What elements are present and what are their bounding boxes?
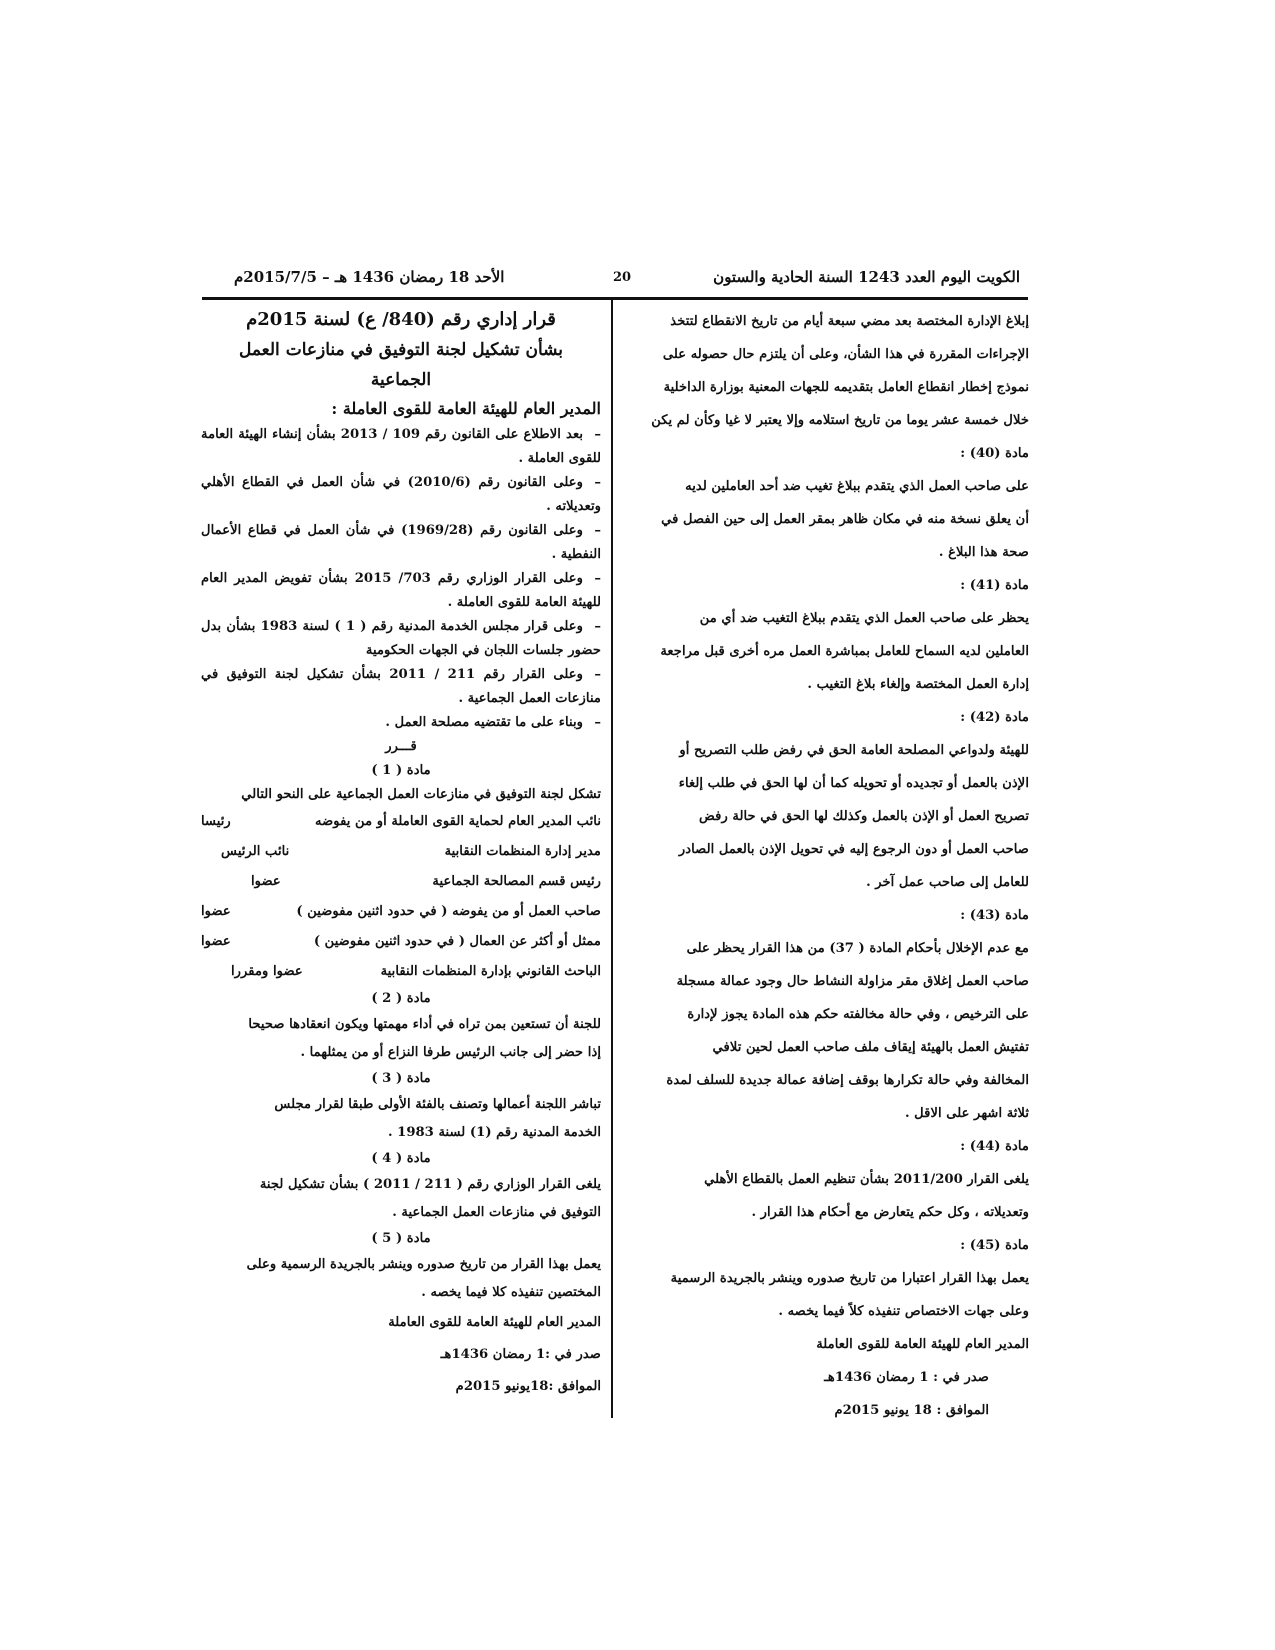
text-line: المختصين تنفيذه كلا فيما يخصه . [421,1285,601,1300]
article-4-heading: مادة ( 4 ) [371,1151,431,1166]
continued-article-text [625,305,1029,437]
article-3-heading: مادة ( 3 ) [371,1071,431,1086]
text-line: يعمل بهذا القرار اعتبارا من تاريخ صدوره وينشر بالجريدة الرسمية [670,1271,1029,1286]
article-40-heading: مادة (40) : [960,446,1029,461]
article-45-heading: مادة (45) : [960,1238,1029,1253]
article-43-heading: مادة (43) : [960,908,1029,923]
page-header [228,268,1028,294]
text-line: إذا حضر إلى جانب الرئيس طرفا النزاع أو من يمثلهما . [300,1045,601,1060]
member-row: نائب المدير العام لحماية القوى العاملة أو من يفوضه رئيسا [201,814,601,829]
text-line: للجنة أن تستعين بمن تراه في أداء مهمتها ويكون انعقادها صحيحا [248,1017,601,1032]
text-line: التوفيق في منازعات العمل الجماعية . [392,1205,601,1220]
issue-date-gregorian: الموافق :18يونيو 2015م [455,1379,601,1394]
text-line: على صاحب العمل الذي يتقدم ببلاغ تغيب ضد أحد العاملين لديه [685,479,1029,494]
issue-date-gregorian: الموافق : 18 يونيو 2015م [834,1403,989,1418]
article-1-heading: مادة ( 1 ) [371,763,431,778]
text-line: الإجراءات المقررة في هذا الشأن، وعلى أن يلتزم حال حصوله على [662,347,1029,362]
preamble-item: –وعلى القانون رقم (1969/28) في شأن العمل في قطاع الأعمال النفطية . [201,523,601,562]
decided-heading: قـــرر [385,739,417,754]
preamble-item: –وعلى قرار مجلس الخدمة المدنية رقم ( 1 ) لسنة 1983 بشأن بدل حضور جلسات اللجان في الجهات الحكومية [201,619,601,658]
text-line: صاحب العمل إغلاق مقر مزاولة النشاط حال وجود عمالة مسجلة [676,974,1029,989]
issue-date: الأحد 18 رمضان 1436 هـ – 2015/7/5م [234,268,505,286]
header-rule [202,297,1028,300]
text-line: يحظر على صاحب العمل الذي يتقدم ببلاغ التغيب ضد أي من [699,611,1029,626]
article-5-heading: مادة ( 5 ) [371,1231,431,1246]
text-line: وتعديلاته ، وكل حكم يتعارض مع أحكام هذا القرار . [751,1205,1029,1220]
decision-title: قرار إداري رقم (840/ ع) لسنة 2015م [246,309,556,330]
text-line: إبلاغ الإدارة المختصة بعد مضي سبعة أيام من تاريخ الانقطاع لتتخذ [670,314,1029,329]
member-row: صاحب العمل أو من يفوضه ( في حدود اثنين مفوضين ) عضوا [201,904,601,919]
preamble-list [201,423,601,735]
signatory-title: المدير العام للهيئة العامة للقوى العاملة [816,1337,1029,1352]
article-2-heading: مادة ( 2 ) [371,991,431,1006]
text-line: للهيئة ولدواعي المصلحة العامة الحق في رفض طلب التصريح أو [679,743,1029,758]
text-line: تصريح العمل أو الإذن بالعمل وكذلك لها الحق في حالة رفض [699,809,1029,824]
preamble-item: –وعلى القرار الوزاري رقم 703/ 2015 بشأن تفويض المدير العام للهيئة العامة للقوى العاملة . [201,571,601,610]
issue-date-hijri: صدر في : 1 رمضان 1436هـ [824,1370,989,1385]
text-line: أن يعلق نسخة منه في مكان ظاهر بمقر العمل إلى حين الفصل في [661,512,1029,527]
preamble-item: –وعلى القرار رقم 211 / 2011 بشأن تشكيل لجنة التوفيق في منازعات العمل الجماعية . [201,667,602,706]
article-42-heading: مادة (42) : [960,710,1029,725]
text-line: تفتيش العمل بالهيئة إيقاف ملف صاحب العمل لحين تلافي [712,1040,1029,1055]
right-column [625,305,1029,1427]
member-row: مدير إدارة المنظمات النقابية نائب الرئيس [221,844,601,859]
text-line: للعامل إلى صاحب عمل آخر . [866,875,1029,890]
text-line: صحة هذا البلاغ . [938,545,1029,560]
page-number: 20 [613,270,632,285]
text-line: خلال خمسة عشر يوما من تاريخ استلامه وإلا يعتبر لا غيا وكأن لم يكن [651,413,1029,428]
article-44-heading: مادة (44) : [960,1139,1029,1154]
text-line: يعمل بهذا القرار من تاريخ صدوره وينشر بالجريدة الرسمية وعلى [246,1257,601,1272]
committee-members [201,807,601,987]
article-1-text: تشكل لجنة التوفيق في منازعات العمل الجماعية على النحو التالي [241,787,601,802]
decision-subject-cont: الجماعية [370,370,432,390]
text-line: تباشر اللجنة أعمالها وتصنف بالفئة الأولى طبقا لقرار مجلس [274,1097,601,1112]
member-row: الباحث القانوني بإدارة المنظمات النقابية عضوا ومقررا [231,964,601,979]
gazette-issue-info: الكويت اليوم العدد 1243 السنة الحادية والستون [713,268,1020,286]
member-row: ممثل أو أكثر عن العمال ( في حدود اثنين مفوضين ) عضوا [201,934,601,949]
text-line: يلغى القرار الوزاري رقم ( 211 / 2011 ) بشأن تشكيل لجنة [259,1177,601,1192]
text-line: نموذج إخطار انقطاع العامل بتقديمه للجهات المعنية بوزارة الداخلية [663,380,1029,395]
text-line: ثلاثة اشهر على الاقل . [904,1106,1029,1121]
text-line: الإذن بالعمل أو تجديده أو تحويله كما أن لها الحق في طلب إلغاء [678,776,1029,791]
article-41-heading: مادة (41) : [960,578,1029,593]
issuing-authority: المدير العام للهيئة العامة للقوى العاملة : [331,399,601,418]
text-line: مع عدم الإخلال بأحكام المادة ( 37) من هذا القرار يحظر على [686,941,1029,956]
text-line: إدارة العمل المختصة وإلغاء بلاغ التغيب . [807,677,1029,692]
preamble-item: –وبناء على ما تقتضيه مصلحة العمل . [385,715,601,730]
text-line: صاحب العمل أو دون الرجوع إليه في تحويل الإذن بالعمل الصادر [678,842,1029,857]
text-line: الخدمة المدنية رقم (1) لسنة 1983 . [387,1125,601,1140]
left-column [201,305,601,1403]
member-row: رئيس قسم المصالحة الجماعية عضوا [251,874,601,889]
preamble-item: –وعلى القانون رقم (2010/6) في شأن العمل في القطاع الأهلي وتعديلاته . [201,475,601,514]
signatory-title: المدير العام للهيئة العامة للقوى العاملة [388,1315,601,1330]
text-line: وعلى جهات الاختصاص تنفيذه كلاً فيما يخصه . [778,1304,1029,1319]
text-line: على الترخيص ، وفي حالة مخالفته حكم هذه المادة يجوز لإدارة [687,1007,1029,1022]
column-divider [611,300,613,1418]
text-line: العاملين لديه السماح للعامل بمباشرة العمل مره أخرى قبل مراجعة [660,644,1029,659]
preamble-item: –بعد الاطلاع على القانون رقم 109 / 2013 بشأن إنشاء الهيئة العامة للقوى العاملة . [201,427,602,466]
decision-subject: بشأن تشكيل لجنة التوفيق في منازعات العمل [238,340,564,360]
text-line: المخالفة وفي حالة تكرارها بوقف إضافة عمالة جديدة للسلف لمدة [666,1073,1029,1088]
text-line: يلغى القرار 2011/200 بشأن تنظيم العمل بالقطاع الأهلي [704,1172,1029,1187]
issue-date-hijri: صدر في :1 رمضان 1436هـ [440,1347,601,1362]
